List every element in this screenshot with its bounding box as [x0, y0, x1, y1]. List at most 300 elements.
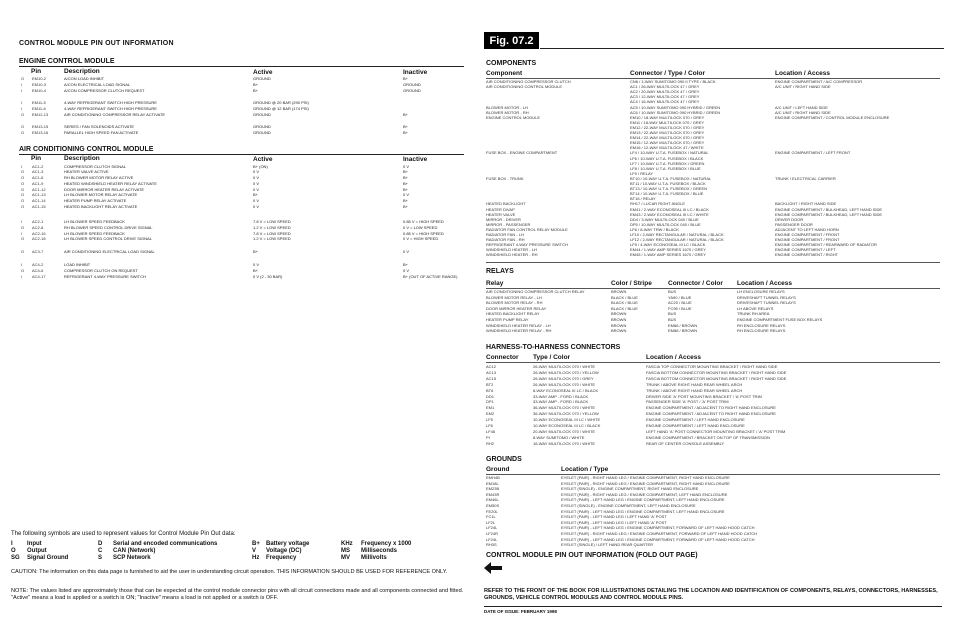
- relays-relay-header: Relay: [486, 280, 504, 287]
- page-title: CONTROL MODULE PIN OUT INFORMATION: [19, 40, 174, 47]
- harness-connector: PI: [486, 434, 490, 440]
- ecm-row-pin: EM11-5: [32, 100, 46, 105]
- component-name: MIRROR - PASSENGER: [486, 221, 531, 227]
- accm-row-desc: AIR CONDITIONING ELECTRICAL LOAD SIGNAL: [64, 249, 155, 254]
- accm-row-desc: HEATER PUMP RELAY ACTIVATE: [64, 198, 127, 203]
- note-text: NOTE: The values listed are approximately those that can be expected at the control module connector pins with all circuit connections made and all components connected and fitted. "Active" means a load is applied or a switch is ON; "Inactive" means a load is not applied or a switch is OFF.: [11, 588, 464, 601]
- accm-active-header: Active: [253, 156, 273, 163]
- arrow-left-icon: [484, 562, 502, 574]
- harness-connector: BT2: [486, 381, 494, 387]
- refer-text: REFER TO THE FRONT OF THE BOOK FOR ILLUSTRATIONS DETAILING THE LOCATION AND IDENTIFICATION OF COMPONENTS, RELAYS, CONNECTORS, HARNESSES, GROUNDS, VEHICLE CONTROL MODULES AND CONTROL MODULE PINS.: [484, 588, 938, 601]
- accm-row-desc: LH BLOWER SPEED FEEDBACK: [64, 231, 125, 236]
- component-connector: EM41 / 2-WAY ECONOSEAL III LC / BLACK: [630, 206, 709, 212]
- ecm-row-pin: EM13-15: [32, 124, 49, 129]
- accm-row-io: O: [21, 225, 25, 230]
- accm-row-active: 0 V (2 - 30 BAR): [253, 274, 283, 279]
- ecm-row-pin: EM10-4: [32, 88, 47, 93]
- symbol-value: Signal Ground: [27, 555, 69, 561]
- component-location: ENGINE COMPARTMENT / LEFT FRONT: [775, 150, 851, 156]
- accm-row-io: O: [21, 169, 25, 174]
- relay-connector: BUS: [668, 317, 677, 322]
- components-location-header: Location / Access: [775, 70, 831, 77]
- ecm-row-desc: PARALLEL HIGH SPEED FAN ACTIVATE: [64, 130, 139, 135]
- ecm-row-inactive: B+: [403, 76, 409, 81]
- symbol-key: KHz: [341, 541, 353, 547]
- ground-location: EYELET (PAIR) - RIGHT HAND LEG / ENGINE COMPARTMENT, RIGHT HAND ENCLOSURE: [561, 475, 730, 480]
- component-connector: AC2 / 20-WAY MULTILOCK 47 / GREY: [630, 89, 700, 95]
- ground-id: FE20L: [486, 508, 498, 514]
- harness-location: ENGINE COMPARTMENT / LEFT HAND ENCLOSURE: [646, 423, 745, 428]
- accm-row-active: 0 V: [253, 181, 260, 186]
- ecm-row-inactive: GROUND: [403, 88, 421, 93]
- harness-connector: AC13: [486, 369, 497, 375]
- relay-location: DRIVESHAFT TUNNEL RELAYS: [737, 300, 796, 306]
- component-connector: AC6 / 10-WAY SUMITOMO 090 HYBRID / GREEN: [630, 109, 721, 115]
- symbol-key: C: [98, 548, 103, 554]
- accm-row-inactive: B+: [403, 262, 409, 267]
- ground-id: RH3S: [486, 542, 497, 548]
- component-location: ENGINE COMPARTMENT / FRONT: [775, 232, 840, 237]
- components-title: COMPONENTS: [486, 60, 537, 67]
- ecm-row-io: I: [21, 82, 23, 87]
- relays-title: RELAYS: [486, 268, 514, 275]
- harness-connector: EM2: [486, 411, 495, 417]
- ecm-row-desc: A/CON LOAD INHIBIT: [64, 76, 105, 81]
- relay-stripe: BROWN: [611, 311, 627, 317]
- accm-row-desc: COMPRESSOR CLUTCH ON REQUEST: [64, 268, 138, 273]
- relay-name: HEATER PUMP RELAY: [486, 317, 529, 322]
- component-name: REFRIGERANT 4-WAY PRESSURE SWITCH: [486, 242, 568, 248]
- harness-type: 33-WAY AMP - FORD / BLACK: [533, 393, 589, 399]
- harness-type: 26-WAY MULTILOCK 070 / YELLOW: [533, 369, 599, 375]
- harness-connector: BT6: [486, 387, 494, 393]
- ecm-row-pin: EM12-13: [32, 112, 49, 117]
- ecm-row-active: GROUND @ 20 BAR (290 PSI): [253, 100, 309, 105]
- grounds-ground-header: Ground: [486, 466, 510, 473]
- relay-stripe: BROWN: [611, 322, 627, 328]
- component-connector: BT13 / 10-WAY U.T.A. FUSEBOX / GREEN: [630, 186, 708, 192]
- component-connector: BT10 / 10-WAY U.T.A. FUSEBOX / NATURAL: [630, 175, 712, 181]
- relay-location: LH ABOVE RELAYS: [737, 305, 774, 311]
- accm-row-active: B+ (ON): [253, 164, 268, 169]
- harness-location-header: Location / Access: [646, 354, 702, 361]
- accm-row-inactive: 0 V: [403, 192, 410, 197]
- grounds-type-header: Location / Type: [561, 466, 609, 473]
- fig-rule: [540, 48, 944, 49]
- ecm-row-active: GROUND: [253, 124, 271, 129]
- accm-row-desc: HEATER VALVE ACTIVE: [64, 169, 109, 174]
- ground-location: EYELET (PAIR) - LEFT HAND LEG / LEFT HAND 'A' POST: [561, 514, 667, 520]
- component-location: PASSENGER DOOR: [775, 221, 813, 227]
- harness-type: 20-WAY MULTILOCK 070 / WHITE: [533, 428, 596, 434]
- ecm-row-pin: EM10-2: [32, 76, 47, 81]
- relay-location: LH ENCLOSURE RELAYS: [737, 289, 785, 294]
- component-location: ENGINE COMPARTMENT / BULKHEAD, LEFT HAND SIDE: [775, 206, 883, 212]
- component-connector: EM11 / 18-WAY MULTILOCK 070 / GREY: [630, 119, 705, 125]
- ecm-pin-header: Pin: [31, 68, 42, 75]
- component-location: ENGINE COMPARTMENT / FRONT: [775, 237, 840, 243]
- accm-row-pin: AC4-6: [32, 268, 44, 273]
- symbol-value: Milliseconds: [361, 548, 398, 554]
- accm-row-inactive: B+ (OUT OF ACTIVE RANGE): [403, 274, 458, 279]
- ground-location: EYELET (PAIR) - LEFT HAND LEG / ENGINE COMPARTMENT, LEFT HAND ENCLOSURE: [561, 497, 725, 503]
- harness-type: 36-WAY MULTILOCK 070 / WHITE: [533, 405, 596, 411]
- relays-connector-header: Connector / Color: [668, 280, 723, 287]
- symbol-key: O: [11, 548, 16, 554]
- harness-type: 8-WAY SUMITOMO / WHITE: [533, 434, 585, 440]
- relay-location: TRUNK RH AREA: [737, 311, 770, 317]
- accm-row-inactive: 0 V: [403, 249, 410, 254]
- component-connector: EM15 / 12-WAY MULTILOCK 070 / GREY: [630, 140, 705, 146]
- accm-row-desc: HEATED BACKLIGHT RELAY ACTIVATE: [64, 204, 138, 209]
- symbol-key: MS: [341, 548, 350, 554]
- harness-location: REAR OF CENTER CONSOLE ASSEMBLY: [646, 440, 725, 446]
- accm-row-inactive: B+: [403, 181, 409, 186]
- ground-location: EYELET (SINGLE) - ENGINE COMPARTMENT, LEFT HAND ENCLOSURE: [561, 503, 696, 508]
- component-location: ENGINE COMPARTMENT / A/C COMPRESSOR: [775, 79, 863, 84]
- harness-header-rule: [486, 362, 940, 363]
- relay-name: WINDSHIELD HEATER RELAY - LH: [486, 322, 551, 328]
- accm-row-io: I: [21, 231, 23, 236]
- relay-stripe: BLACK / BLUE: [611, 305, 638, 311]
- symbol-value: Frequency x 1000: [361, 541, 412, 547]
- accm-row-pin: AC4-17: [32, 274, 46, 279]
- component-name: AIR CONDITIONING COMPRESSOR CLUTCH: [486, 79, 571, 84]
- component-connector: LF6 / 10-WAY U.T.A. FUSEBOX / BLACK: [630, 155, 704, 161]
- accm-row-active: B+: [253, 268, 259, 273]
- accm-row-pin: AC4-2: [32, 262, 44, 267]
- component-location: A/C UNIT / RIGHT HAND SIDE: [775, 84, 831, 90]
- accm-row-desc: LH BLOWER MOTOR RELAY ACTIVATE: [64, 192, 138, 197]
- symbol-key: V: [252, 548, 257, 554]
- relay-location: RH ENCLOSURE RELAYS: [737, 328, 786, 334]
- component-name: HEATER DIVAP: [486, 206, 515, 212]
- symbols-intro: The following symbols are used to represent values for Control Module Pin Out data:: [11, 531, 236, 537]
- accm-row-active: 0 V: [253, 198, 260, 203]
- accm-row-pin: AC2-1: [32, 219, 44, 224]
- accm-row-pin: AC1-3: [32, 169, 44, 174]
- accm-row-inactive: B+: [403, 198, 409, 203]
- ground-id: LF24R: [486, 531, 499, 536]
- ecm-row-io: O: [21, 130, 25, 135]
- accm-row-desc: LH BLOWER SPEED CONTROL DRIVE SIGNAL: [64, 236, 152, 241]
- relay-location: ENGINE COMPARTMENT FUSE BOX RELAYS: [737, 317, 823, 322]
- accm-row-inactive: 0 V = LOW SPEED: [403, 225, 438, 230]
- component-name: ENGINE CONTROL MODULE: [486, 114, 541, 120]
- symbol-key: B+: [252, 541, 260, 547]
- relay-name: BLOWER MOTOR RELAY - RH: [486, 300, 543, 306]
- ecm-row-desc: 4-WAY REFRIGERANT SWITCH HIGH PRESSURE: [64, 106, 157, 111]
- ground-location: EYELET (PAIR) - RIGHT HAND LEG / ENGINE COMPARTMENT, RIGHT HAND ENCLOSURE: [561, 480, 730, 486]
- component-name: MIRROR - DRIVER: [486, 216, 521, 222]
- ground-id: EM43R: [486, 491, 500, 497]
- component-connector: BT16 / RELAY: [630, 196, 656, 202]
- accm-row-inactive: 0 V: [403, 164, 410, 169]
- symbol-value: Millivolts: [361, 555, 387, 561]
- ecm-inactive-header: Inactive: [403, 69, 428, 76]
- accm-row-pin: AC3-7: [32, 249, 44, 254]
- harness-location: FASCIA TOP CONNECTOR MOUNTING BRACKET / RIGHT HAND SIDE: [646, 364, 778, 369]
- components-end-rule: [486, 262, 940, 263]
- ecm-row-active: B+: [253, 82, 259, 87]
- relay-name: HEATED BACKLIGHT RELAY: [486, 311, 540, 317]
- harness-connector: LF6: [486, 423, 493, 428]
- ecm-row-pin: EM11-6: [32, 106, 46, 111]
- component-location: A/C UNIT / LEFT HAND SIDE: [775, 104, 828, 110]
- harness-location: LEFT HAND 'A' POST CONNECTOR MOUNTING BRACKET / 'A' POST TRIM: [646, 428, 786, 434]
- ecm-desc-header: Description: [64, 68, 100, 75]
- harness-connector: AC12: [486, 364, 497, 369]
- harness-location: ENGINE COMPARTMENT / ADJACENT TO RIGHT HAND ENCLOSURE: [646, 405, 776, 411]
- component-connector: EM45 / 1-WAY AMP SERIES 1670 / GREY: [630, 252, 706, 258]
- component-name: AIR CONDITIONING CONTROL MODULE: [486, 84, 563, 90]
- symbol-key: D: [98, 541, 103, 547]
- accm-row-pin: AC1-15: [32, 204, 46, 209]
- relay-name: BLOWER MOTOR RELAY - LH: [486, 294, 542, 300]
- relay-location: DRIVESHAFT TUNNEL RELAYS: [737, 294, 796, 300]
- component-name: FUSE BOX - ENGINE COMPARTMENT: [486, 150, 558, 156]
- accm-row-inactive: B+: [403, 169, 409, 174]
- ground-id: EMH4B: [486, 475, 500, 480]
- grounds-title: GROUNDS: [486, 456, 522, 463]
- harness-location: ENGINE COMPARTMENT / BRACKET ON TOP OF TRANSMISSION: [646, 434, 770, 440]
- accm-row-inactive: 0.85 V = HIGH SPEED: [403, 231, 444, 236]
- relay-name: WINDSHIELD HEATER RELAY - RH: [486, 328, 552, 334]
- harness-connector: DP1: [486, 399, 494, 405]
- accm-row-pin: AC1-6: [32, 175, 44, 180]
- accm-row-pin: AC1-9: [32, 181, 44, 186]
- component-connector: EM43 / 2-WAY ECONOSEAL III LC / WHITE: [630, 211, 709, 217]
- harness-location: FASCIA BOTTOM CONNECTOR MOUNTING BRACKET / RIGHT HAND SIDE: [646, 369, 787, 375]
- relay-connector: AC20 / BLUE: [668, 300, 692, 306]
- component-connector: BT14 / 10-WAY U.T.A. FUSEBOX / BLUE: [630, 191, 704, 197]
- accm-row-io: O: [21, 187, 25, 192]
- harness-connector-header: Connector: [486, 354, 519, 361]
- accm-row-active: 0 V: [253, 175, 260, 180]
- accm-row-io: O: [21, 192, 25, 197]
- accm-row-inactive: 0 V: [403, 268, 410, 273]
- accm-row-io: I: [21, 164, 23, 169]
- ground-id: LF24L: [486, 525, 498, 531]
- ground-id: EM23B: [486, 486, 500, 492]
- accm-row-io: O: [21, 175, 25, 180]
- accm-row-io: I: [21, 219, 23, 224]
- symbol-key: Hz: [252, 555, 260, 561]
- component-connector: LF12 / 2-WAY RECTANGULAR / NATURAL / BLACK: [630, 237, 724, 243]
- ecm-row-desc: SERIES / FAN SOLENOIDS ACTIVATE: [64, 124, 135, 129]
- accm-row-desc: REFRIGERANT 4-WAY PRESSURE SWITCH: [64, 274, 146, 279]
- date-of-issue: DATE OF ISSUE: FEBRUARY 1998: [484, 609, 557, 614]
- component-name: HEATED BACKLIGHT: [486, 201, 526, 207]
- relay-connector: YA90 / BLUE: [668, 294, 692, 300]
- ecm-row-inactive: B+: [403, 112, 409, 117]
- accm-row-active: B+: [253, 192, 259, 197]
- accm-row-io: O: [21, 236, 25, 241]
- harness-title: HARNESS-TO-HARNESS CONNECTORS: [486, 344, 621, 351]
- relay-stripe: BROWN: [611, 317, 627, 322]
- accm-row-active: 0 V: [253, 204, 260, 209]
- accm-inactive-header: Inactive: [403, 156, 428, 163]
- ground-location: EYELET (PAIR) - LEFT HAND LEG / ENGINE COMPARTMENT, FORWARD OF LEFT HAND HOOD CATCH: [561, 536, 755, 542]
- component-connector: EM16 / 12-WAY MULTILOCK 47 / WHITE: [630, 145, 704, 151]
- component-location: ENGINE COMPARTMENT / LEFT: [775, 247, 836, 253]
- ground-id: LF2L: [486, 519, 496, 525]
- ground-id: EM50S: [486, 503, 500, 508]
- ecm-title: ENGINE CONTROL MODULE: [19, 58, 115, 65]
- ecm-row-desc: A/CON COMPRESSOR CLUTCH REQUEST: [64, 88, 145, 93]
- harness-location: DRIVER SIDE 'A' POST MOUNTING BRACKET / 'A' POST TRIM: [646, 393, 762, 399]
- ecm-row-io: O: [21, 76, 25, 81]
- accm-row-desc: COMPRESSOR CLUTCH SIGNAL: [64, 164, 127, 169]
- harness-connector: LF46: [486, 428, 496, 434]
- component-location: TRUNK / ELECTRICAL CARRIER: [775, 175, 836, 181]
- accm-row-desc: LH BLOWER SPEED FEEDBACK: [64, 219, 125, 224]
- accm-row-pin: AC2-18: [32, 236, 46, 241]
- component-connector: LF4 / 10-WAY U.T.A. FUSEBOX / NATURAL: [630, 150, 709, 156]
- component-name: WINDSHIELD HEATER - LH: [486, 247, 537, 253]
- symbol-value: Serial and encoded communications: [113, 541, 218, 547]
- accm-row-pin: AC1-12: [32, 187, 46, 192]
- component-location: ENGINE COMPARTMENT / CONTROL MODULE ENCLOSURE: [775, 114, 890, 120]
- symbol-value: Battery voltage: [266, 541, 310, 547]
- accm-row-inactive: 0 V = HIGH SPEED: [403, 236, 439, 241]
- symbol-value: Input: [27, 541, 42, 547]
- ground-location: EYELET (PAIR) - LEFT HAND LEG / LEFT HAND 'A' POST: [561, 519, 667, 525]
- accm-row-active: 1.2 V = LOW SPEED: [253, 225, 291, 230]
- accm-pin-header: Pin: [31, 155, 42, 162]
- ground-location: EYELET (SINGLE) / LEFT HAND REAR QUARTER: [561, 542, 654, 548]
- relay-connector: BUS: [668, 311, 677, 317]
- harness-connector: DD1: [486, 393, 495, 399]
- ground-location: EYELET (PAIR) - LEFT HAND LEG / ENGINE COMPARTMENT, FORWARD OF LEFT HAND HOOD CATCH: [561, 525, 755, 531]
- component-location: ADJACENT TO LEFT HAND HORN: [775, 226, 839, 232]
- harness-connector: LF5: [486, 417, 493, 423]
- accm-row-pin: AC1-13: [32, 192, 46, 197]
- component-location: ENGINE COMPARTMENT / REARWARD OF RADIATOR: [775, 242, 877, 248]
- component-location: DRIVER DOOR: [775, 216, 804, 222]
- component-connector: EM14 / 22-WAY MULTILOCK 070 / GREY: [630, 135, 705, 141]
- harness-location: ENGINE COMPARTMENT / ADJACENT TO RIGHT HAND ENCLOSURE: [646, 411, 776, 417]
- harness-location: FASCIA BOTTOM CONNECTOR MOUNTING BRACKET / RIGHT HAND SIDE: [646, 375, 787, 381]
- components-component-header: Component: [486, 70, 523, 77]
- component-connector: LF10 / 2-WAY RECTANGULAR / NATURAL / BLACK: [630, 232, 724, 237]
- component-connector: EM10 / 18-WAY MULTILOCK 070 / GREY: [630, 114, 705, 120]
- accm-row-inactive: B+: [403, 175, 409, 180]
- symbol-value: CAN (Network): [113, 548, 156, 554]
- accm-row-io: O: [21, 204, 25, 209]
- relay-stripe: BLACK / BLUE: [611, 300, 638, 306]
- ground-location: EYELET (PAIR) - RIGHT HAND LEG / ENGINE COMPARTMENT, LEFT HAND ENCLOSURE: [561, 491, 728, 497]
- component-connector: EM12 / 22-WAY MULTILOCK 070 / GREY: [630, 124, 705, 130]
- component-name: HEATER VALVE: [486, 211, 516, 217]
- component-name: WINDSHIELD HEATER - RH: [486, 252, 538, 258]
- harness-type: 26-WAY MULTILOCK 070 / WHITE: [533, 381, 596, 387]
- component-connector: RH17 / LUCAR RIGHT ANGLE: [630, 201, 686, 207]
- accm-row-io: I: [21, 262, 23, 267]
- symbol-value: Voltage (DC): [266, 548, 302, 554]
- accm-row-io: O: [21, 268, 25, 273]
- ecm-row-io: O: [21, 124, 25, 129]
- relay-name: AIR CONDITIONING COMPRESSOR CLUTCH RELAY: [486, 289, 585, 294]
- harness-location: TRUNK / ABOVE RIGHT HAND REAR WHEEL ARCH: [646, 387, 743, 393]
- component-connector: LF9 / RELAY: [630, 170, 654, 176]
- harness-location: TRUNK / ABOVE RIGHT HAND REAR WHEEL ARCH: [646, 381, 743, 387]
- relay-connector: EM86 / BROWN: [668, 328, 698, 334]
- harness-type-header: Type / Color: [533, 354, 571, 361]
- accm-row-pin: AC2-8: [32, 225, 44, 230]
- accm-row-desc: LOAD INHIBIT: [64, 262, 91, 267]
- ecm-row-io: I: [21, 106, 23, 111]
- component-location: ENGINE COMPARTMENT / RIGHT: [775, 252, 839, 258]
- accm-desc-header: Description: [64, 155, 100, 162]
- component-connector: LF6 / 8-WAY TRW / BLACK: [630, 226, 679, 232]
- figure-label: Fig. 07.2: [484, 32, 539, 49]
- ground-location: EYELET (PAIR) - LEFT HAND LEG / ENGINE COMPARTMENT, LEFT HAND ENCLOSURE: [561, 508, 725, 514]
- accm-row-io: I: [21, 274, 23, 279]
- component-name: BLOWER MOTOR - LH: [486, 104, 528, 110]
- harness-connector: AC15: [486, 375, 497, 381]
- component-connector: LF5 / 4-WAY ECONOSEAL III LC / BLACK: [630, 242, 706, 248]
- caution-text: CAUTION: The information on this data page is furnished to aid the user in understanding circuit operation. THIS INFORMATION SHOULD BE USED FOR REFERENCE ONLY.: [11, 569, 448, 575]
- ecm-row-inactive: GROUND: [403, 82, 421, 87]
- accm-row-desc: HEATED WINDSHIELD HEATER RELAY ACTIVATE: [64, 181, 157, 186]
- component-connector: CN6 / 1-WAY SUMITOMO 090 II TYPE / BLACK: [630, 79, 716, 84]
- accm-row-desc: RH BLOWER SPEED CONTROL DRIVE SIGNAL: [64, 225, 153, 230]
- accm-row-pin: AC1-14: [32, 198, 46, 203]
- ecm-row-desc: A/CON ELECTRICAL LOAD SIGNAL: [64, 82, 131, 87]
- relay-connector: FC95 / BLUE: [668, 305, 692, 311]
- accm-row-active: B+: [253, 249, 259, 254]
- harness-type: 36-WAY MULTILOCK 070 / YELLOW: [533, 411, 599, 417]
- ecm-row-desc: AIR CONDITIONING COMPRESSOR RELAY ACTIVATE: [64, 112, 166, 117]
- relays-stripe-header: Color / Stripe: [611, 280, 652, 287]
- ecm-row-inactive: B+: [403, 124, 409, 129]
- accm-row-desc: RH BLOWER MOTOR RELAY ACTIVE: [64, 175, 134, 180]
- harness-type: 8-WAY ECONOSEAL III LC / BLACK: [533, 387, 599, 393]
- symbol-key: S: [98, 555, 103, 561]
- relay-location: RH ENCLOSURE RELAYS: [737, 322, 786, 328]
- foldout-title: CONTROL MODULE PIN OUT INFORMATION (FOLD OUT PAGE): [486, 552, 698, 559]
- symbol-key: SG: [11, 555, 20, 561]
- ecm-row-desc: 4-WAY REFRIGERANT SWITCH HIGH PRESSURE: [64, 100, 157, 105]
- component-location: BACKLIGHT / RIGHT HAND SIDE: [775, 201, 837, 207]
- ecm-row-io: I: [21, 88, 23, 93]
- accm-row-active: 7.8 V = LOW SPEED: [253, 219, 291, 224]
- accm-row-io: O: [21, 198, 25, 203]
- component-connector: AC4 / 16-WAY MULTILOCK 47 / GREY: [630, 99, 700, 105]
- component-connector: LF8 / 10-WAY U.T.A. FUSEBOX / BLUE: [630, 165, 701, 171]
- relay-name: DOOR MIRROR HEATER RELAY: [486, 305, 547, 311]
- ground-id: EM46L: [486, 497, 499, 503]
- component-connector: AC3 / 12-WAY MULTILOCK 47 / GREY: [630, 94, 700, 100]
- ecm-row-pin: EM10-3: [32, 82, 47, 87]
- harness-location: ENGINE COMPARTMENT / LEFT HAND ENCLOSURE: [646, 417, 745, 423]
- harness-type: 26-WAY MULTILOCK 070 / WHITE: [533, 364, 596, 369]
- harness-connector: RH2: [486, 440, 495, 446]
- relay-connector: BUS: [668, 289, 677, 294]
- accm-row-inactive: B+: [403, 187, 409, 192]
- ecm-row-io: I: [21, 100, 23, 105]
- component-name: RADIATOR FAN CONTROL RELAY MODULE: [486, 226, 568, 232]
- component-location: ENGINE COMPARTMENT / BULKHEAD, LEFT HAND SIDE: [775, 211, 883, 217]
- accm-row-pin: AC2-16: [32, 231, 46, 236]
- accm-row-active: 0 V: [253, 187, 260, 192]
- accm-row-active: 7.8 V = LOW SPEED: [253, 231, 291, 236]
- accm-row-desc: DOOR MIRROR HEATER RELAY ACTIVATE: [64, 187, 145, 192]
- harness-location: PASSENGER SIDE 'A' POST / 'A' POST TRIM: [646, 399, 729, 405]
- component-connector: EM44 / 1-WAY AMP SERIES 1670 / GREY: [630, 247, 706, 253]
- accm-row-io: O: [21, 249, 25, 254]
